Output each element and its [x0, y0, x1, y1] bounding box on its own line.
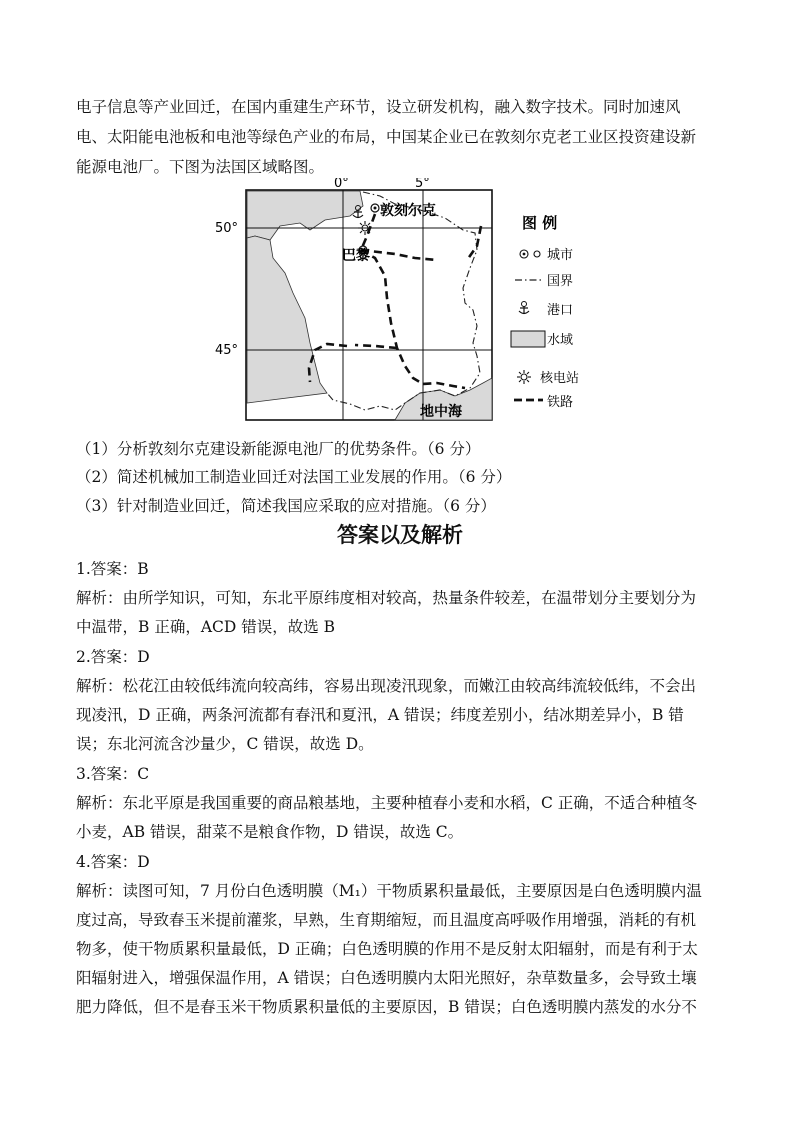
- answer-3-analysis-line-1: 解析：东北平原是我国重要的商品粮基地，主要种植春小麦和水稻，C 正确，不适合种植冬: [76, 794, 698, 812]
- legend-port-label: 港口: [547, 303, 574, 318]
- legend-port-icon: [519, 302, 529, 315]
- question-2: （2）简述机械加工制造业回迁对法国工业发展的作用。（6 分）: [76, 468, 512, 486]
- answer-4-analysis-line-5: 肥力降低，但不是春玉米干物质累积量低的主要原因，B 错误；白色透明膜内蒸发的水分不: [76, 998, 697, 1016]
- question-1: （1）分析敦刻尔克建设新能源电池厂的优势条件。（6 分）: [76, 440, 481, 458]
- intro-line-2: 电、太阳能电池板和电池等绿色产业的布局，中国某企业已在敦刻尔克老工业区投资建设新: [76, 128, 697, 146]
- france-region-map: [215, 178, 595, 428]
- lon-5-label: 5°: [415, 178, 430, 191]
- answer-4-label: 4.答案：D: [76, 853, 150, 871]
- answer-2-analysis-line-1: 解析：松花江由较低纬流向较高纬，容易出现凌汛现象，而嫩江由较高纬流较低纬，不会出: [76, 677, 697, 695]
- answer-3-analysis-line-2: 小麦，AB 错误，甜菜不是粮食作物，D 错误，故选 C。: [76, 823, 464, 841]
- answer-4-analysis-line-4: 阳辐射进入，增强保温作用，A 错误；白色透明膜内太阳光照好，杂草数量多，会导致土壤: [76, 969, 697, 987]
- answer-2-analysis-line-3: 误；东北河流含沙量少，C 错误，故选 D。: [76, 735, 374, 753]
- sea-label: 地中海: [420, 404, 462, 420]
- legend-railway-label: 铁路: [547, 395, 574, 410]
- lat-45-label: 45°: [215, 343, 239, 358]
- city-paris-label: 巴黎: [342, 248, 370, 264]
- question-3: （3）针对制造业回迁，简述我国应采取的应对措施。（6 分）: [76, 497, 496, 515]
- legend-city-label: 城市: [547, 248, 574, 263]
- intro-line-3: 能源电池厂。下图为法国区域略图。: [76, 158, 325, 176]
- answer-4-analysis-line-2: 度过高，导致春玉米提前灌浆，早熟，生育期缩短，而且温度高呼吸作用增强，消耗的有机: [76, 911, 697, 929]
- answer-2-label: 2.答案：D: [76, 648, 150, 666]
- answer-3-label: 3.答案：C: [76, 765, 150, 783]
- answer-1-analysis-line-2: 中温带，B 正确，ACD 错误，故选 B: [76, 618, 336, 636]
- answer-4-analysis-line-1: 解析：读图可知，7 月份白色透明膜（M₁）干物质累积量最低，主要原因是白色透明膜内温: [76, 882, 702, 900]
- legend-water-icon: [511, 331, 545, 347]
- legend-border-label: 国界: [547, 274, 574, 289]
- answer-2-analysis-line-2: 现凌汛，D 正确，两条河流都有春汛和夏汛，A 错误；纬度差别小，结冰期差异小，B 错: [76, 706, 684, 724]
- answer-4-analysis-line-3: 物多，使干物质累积量最低，D 正确；白色透明膜的作用不是反射太阳辐射，而是有利于太: [76, 940, 698, 958]
- answer-1-analysis-line-1: 解析：由所学知识，可知，东北平原纬度相对较高，热量条件较差，在温带划分主要划分为: [76, 589, 697, 607]
- legend-nuclear-label: 核电站: [540, 371, 580, 386]
- answer-1-label: 1.答案：B: [76, 560, 149, 578]
- legend-title: 图 例: [522, 214, 558, 232]
- legend-water-label: 水域: [547, 333, 574, 348]
- legend-nuclear-icon: [517, 370, 531, 384]
- answers-heading: 答案以及解析: [337, 523, 463, 547]
- city-dunkirk-label: 敦刻尔克: [380, 203, 436, 219]
- intro-line-1: 电子信息等产业回迁，在国内重建生产环节，设立研发机构，融入数字技术。同时加速风: [76, 98, 681, 116]
- legend-city-icon: [520, 250, 540, 258]
- lon-0-label: 0°: [334, 178, 349, 191]
- lat-50-label: 50°: [215, 221, 239, 236]
